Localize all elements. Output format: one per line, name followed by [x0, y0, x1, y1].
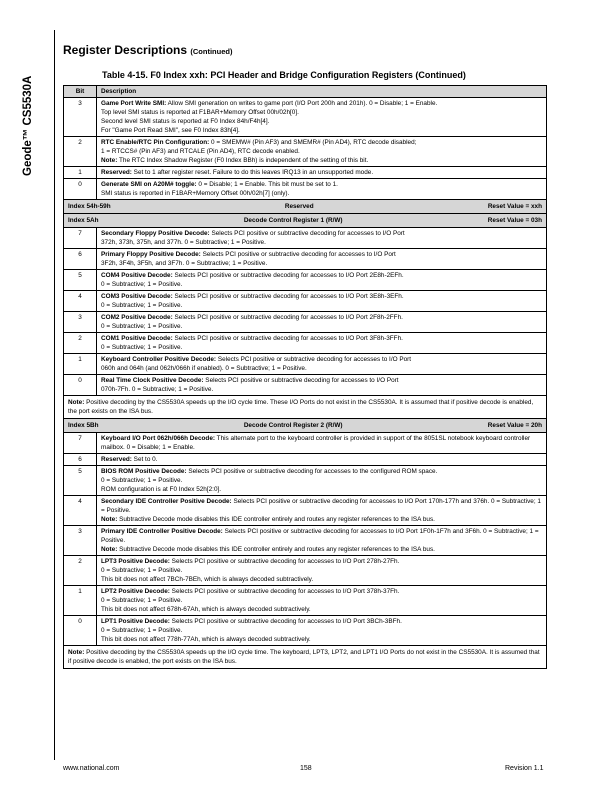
bit-row — [64, 98, 547, 137]
bit-description — [97, 616, 547, 646]
bit-number: 6 — [64, 249, 97, 270]
bit-text: Selects PCI positive or subtractive decoding for accesses to I/O Port 3E8h-3EFh. — [172, 293, 404, 300]
bit-text: Set to 0. — [131, 456, 158, 463]
bit-description — [97, 556, 547, 586]
bit-number: 2 — [64, 137, 97, 167]
bit-description — [97, 312, 547, 333]
note-text: The RTC Index Shadow Register (F0 Index BBh) is independent of the setting of this bit. — [117, 157, 369, 164]
bit-number: 1 — [64, 354, 97, 375]
note-label: Note: — [68, 649, 85, 656]
register-index: Index 5Ah — [68, 217, 99, 224]
bit-row — [64, 616, 547, 646]
bit-note — [101, 515, 542, 524]
table-note-row — [64, 646, 547, 669]
side-title-text: Geode™ CS5530A — [22, 75, 34, 176]
bit-description — [97, 526, 547, 556]
bit-row — [64, 375, 547, 396]
bit-description — [97, 375, 547, 396]
note-text: Positive decoding by the CS5530A speeds up the I/O cycle time. The keyboard, LPT3, LPT2, and LPT1 I/O Ports do not exist in the CS5530A. It is assumed that if positive decode is enabled, the port exists on the ISA bus. — [68, 649, 540, 665]
bit-description — [97, 454, 547, 466]
bit-extra-line: ROM configuration is at F0 Index 52h[2:0]. — [101, 486, 222, 493]
note-label: Note: — [68, 399, 85, 406]
bit-extra-line: 0 = Subtractive; 1 = Positive. — [101, 323, 183, 330]
bit-term: Primary Floppy Positive Decode: — [101, 251, 201, 258]
bit-term: Secondary Floppy Positive Decode: — [101, 230, 210, 237]
bit-term: Keyboard Controller Positive Decode: — [101, 356, 217, 363]
bit-number: 3 — [64, 312, 97, 333]
footer-url: www.national.com — [63, 765, 120, 772]
bit-number: 0 — [64, 179, 97, 200]
bit-extra-line: SMI status is reported in F1BAR+Memory Offset 00h/02h[7] (only). — [101, 190, 290, 197]
bit-text: Allow SMI generation on writes to game port (I/O Port 200h and 201h). 0 = Disable; 1 = Enable. — [166, 100, 438, 107]
note-label: Note: — [101, 516, 118, 523]
bit-number: 0 — [64, 616, 97, 646]
bit-row — [64, 312, 547, 333]
bit-header: Bit — [64, 86, 97, 98]
register-name: Decode Control Register 2 (R/W) — [243, 422, 343, 429]
bit-extra-line: 0 = Subtractive; 1 = Positive. — [101, 567, 183, 574]
bit-extra-line: 0 = Subtractive; 1 = Positive. — [101, 281, 183, 288]
bit-text: Selects PCI positive or subtractive decoding for accesses to I/O Port 278h-27Fh. — [169, 558, 400, 565]
bit-extra-line: 1 = RTCCS# (Pin AF3) and RTCALE (Pin AD4), RTC decode enabled. — [101, 148, 300, 155]
bit-term: Generate SMI on A20M# toggle: — [101, 181, 197, 188]
revision: Revision 1.1 — [505, 765, 544, 772]
bit-term: Reserved: — [101, 456, 132, 463]
bit-row — [64, 526, 547, 556]
bit-text: Selects PCI positive or subtractive decoding for accesses to the configured ROM space. — [186, 468, 438, 475]
bit-extra-line: 372h, 373h, 375h, and 377h. 0 = Subtractive; 1 = Positive. — [101, 239, 266, 246]
register-reset-value: Reset Value = 20h — [487, 422, 542, 429]
bit-description — [97, 496, 547, 526]
bit-term: LPT1 Positive Decode: — [101, 618, 170, 625]
bit-note — [101, 156, 542, 165]
bit-term: COM3 Positive Decode: — [101, 293, 173, 300]
bit-term: Primary IDE Controller Positive Decode: — [101, 528, 223, 535]
bit-term: COM2 Positive Decode: — [101, 314, 173, 321]
bit-text: Selects PCI positive or subtractive decoding for accesses to I/O Port — [216, 356, 412, 363]
bit-extra-line: This bit does not affect 678h-67Ah, which is always decoded subtractively. — [101, 606, 311, 613]
bit-number: 7 — [64, 228, 97, 249]
register-reset-value: Reset Value = 03h — [487, 217, 542, 224]
bit-number: 3 — [64, 98, 97, 137]
bit-number: 4 — [64, 496, 97, 526]
bit-number: 2 — [64, 333, 97, 354]
bit-extra-line: For "Game Port Read SMI", see F0 Index 83h[4]. — [101, 127, 240, 134]
table-title: Table 4-15. F0 Index xxh: PCI Header and Bridge Configuration Registers (Continued) — [102, 70, 466, 80]
bit-row — [64, 466, 547, 496]
register-index: Index 5Bh — [68, 422, 99, 429]
register-index: Index 54h-59h — [68, 203, 111, 210]
bit-description — [97, 354, 547, 375]
bit-note — [101, 545, 542, 554]
bit-number: 6 — [64, 454, 97, 466]
bit-term: Secondary IDE Controller Positive Decode: — [101, 498, 232, 505]
bit-number: 5 — [64, 466, 97, 496]
bit-term: Reserved: — [101, 169, 132, 176]
bit-extra-line: 0 = Subtractive; 1 = Positive. — [101, 477, 183, 484]
bit-extra-line: 0 = Subtractive; 1 = Positive. — [101, 344, 183, 351]
note-label: Note: — [101, 546, 118, 553]
bit-row — [64, 433, 547, 454]
bit-number: 4 — [64, 291, 97, 312]
bit-row — [64, 496, 547, 526]
bit-row — [64, 249, 547, 270]
bit-extra-line: 0 = Subtractive; 1 = Positive. — [101, 302, 183, 309]
register-index-row — [64, 419, 547, 433]
page-number: 158 — [300, 765, 312, 772]
bit-row — [64, 167, 547, 179]
table-header-row — [64, 86, 547, 98]
bit-description — [97, 179, 547, 200]
bit-extra-line: This bit does not affect 778h-77Ah, which is always decoded subtractively. — [101, 636, 311, 643]
bit-row — [64, 333, 547, 354]
bit-row — [64, 179, 547, 200]
bit-description — [97, 249, 547, 270]
bit-term: LPT3 Positive Decode: — [101, 558, 170, 565]
bit-row — [64, 586, 547, 616]
note-text: Subtractive Decode mode disables this IDE controller entirely and routes any register references to the ISA bus. — [117, 546, 435, 553]
bit-extra-line: This bit does not affect 7BCh-7BEh, which is always decoded subtractively. — [101, 576, 314, 583]
bit-text: Selects PCI positive or subtractive decoding for accesses to I/O Port — [209, 230, 405, 237]
margin-rule — [54, 30, 55, 760]
side-title — [20, 36, 42, 176]
bit-row — [64, 354, 547, 375]
bit-row — [64, 270, 547, 291]
bit-text: Selects PCI positive or subtractive decoding for accesses to I/O Port 1F0h-1F7h and 3F6h. 0 = Subtractive; 1 = Positive. — [101, 528, 539, 544]
bit-text: Selects PCI positive or subtractive decoding for accesses to I/O Port 2F8h-2FFh. — [172, 314, 403, 321]
bit-text: Selects PCI positive or subtractive decoding for accesses to I/O Port 170h-177h and 376h. 0 = Subtractive; 1 = Positive. — [101, 498, 541, 514]
bit-text: 0 = SMEMW# (Pin AF3) and SMEMR# (Pin AD4), RTC decode disabled; — [209, 139, 417, 146]
bit-text: Selects PCI positive or subtractive decoding for accesses to I/O Port 378h-37Fh. — [169, 588, 400, 595]
bit-text: 0 = Disable; 1 = Enable. This bit must be set to 1. — [196, 181, 338, 188]
register-name: Decode Control Register 1 (R/W) — [243, 217, 343, 224]
register-reset-value: Reset Value = xxh — [487, 203, 542, 210]
bit-term: Real Time Clock Positive Decode: — [101, 377, 204, 384]
bit-description — [97, 586, 547, 616]
bit-description — [97, 228, 547, 249]
bit-description — [97, 291, 547, 312]
bit-extra-line: Second level SMI status is reported at F0 Index 84h/F4h[4]. — [101, 118, 270, 125]
bit-description — [97, 137, 547, 167]
bit-text: Selects PCI positive or subtractive decoding for accesses to I/O Port 3BCh-3BFh. — [169, 618, 402, 625]
bit-description — [97, 433, 547, 454]
bit-description — [97, 270, 547, 291]
bit-extra-line: 0 = Subtractive; 1 = Positive. — [101, 597, 183, 604]
bit-description — [97, 167, 547, 179]
bit-extra-line: 0 = Subtractive; 1 = Positive. — [101, 627, 183, 634]
bit-term: LPT2 Positive Decode: — [101, 588, 170, 595]
bit-number: 7 — [64, 433, 97, 454]
bit-number: 0 — [64, 375, 97, 396]
bit-text: This alternate port to the keyboard controller is provided in support of the 8051SL notebook keyboard controller mailbox. 0 = Disable; 1 = Enable. — [101, 435, 531, 451]
bit-number: 3 — [64, 526, 97, 556]
bit-term: BIOS ROM Positive Decode: — [101, 468, 187, 475]
bit-extra-line: Top level SMI status is reported at F1BAR+Memory Offset 00h/02h[0]. — [101, 109, 299, 116]
bit-term: COM4 Positive Decode: — [101, 272, 173, 279]
bit-number: 1 — [64, 586, 97, 616]
bit-row — [64, 556, 547, 586]
bit-row — [64, 228, 547, 249]
bit-extra-line: 3F2h, 3F4h, 3F5h, and 3F7h. 0 = Subtractive; 1 = Positive. — [101, 260, 268, 267]
bit-text: Selects PCI positive or subtractive decoding for accesses to I/O Port 3F8h-3FFh. — [172, 335, 403, 342]
bit-number: 1 — [64, 167, 97, 179]
table-note-row — [64, 396, 547, 419]
bit-text: Selects PCI positive or subtractive decoding for accesses to I/O Port — [203, 377, 399, 384]
bit-term: COM1 Positive Decode: — [101, 335, 173, 342]
bit-term: RTC Enable/RTC Pin Configuration: — [101, 139, 210, 146]
description-header: Description — [97, 86, 547, 98]
bit-term: Game Port Write SMI: — [101, 100, 167, 107]
bit-description — [97, 466, 547, 496]
bit-extra-line: 060h and 064h (and 062h/066h if enabled). 0 = Subtractive; 1 = Positive. — [101, 365, 307, 372]
register-table — [63, 85, 547, 669]
bit-text: Selects PCI positive or subtractive decoding for accesses to I/O Port 2E8h-2EFh. — [172, 272, 404, 279]
register-name: Reserved — [284, 203, 314, 210]
bit-extra-line: 070h-7Fh. 0 = Subtractive; 1 = Positive. — [101, 386, 214, 393]
bit-row — [64, 137, 547, 167]
bit-description — [97, 98, 547, 137]
bit-number: 5 — [64, 270, 97, 291]
register-index-row — [64, 214, 547, 228]
note-label: Note: — [101, 157, 118, 164]
bit-number: 2 — [64, 556, 97, 586]
bit-text: Selects PCI positive or subtractive decoding for accesses to I/O Port — [200, 251, 396, 258]
bit-row — [64, 291, 547, 312]
note-text: Subtractive Decode mode disables this IDE controller entirely and routes any register references to the ISA bus. — [117, 516, 435, 523]
note-text: Positive decoding by the CS5530A speeds up the I/O cycle time. These I/O Ports do not exist in the CS5530A. It is assumed that if positive decode is enabled, the port exists on the ISA bus. — [68, 399, 534, 415]
bit-text: Set to 1 after register reset. Failure to do this leaves IRQ13 in an unsupported mode. — [131, 169, 374, 176]
section-title: Register Descriptions (Continued) — [63, 43, 233, 57]
bit-row — [64, 454, 547, 466]
register-index-row — [64, 200, 547, 214]
bit-term: Keyboard I/O Port 062h/066h Decode: — [101, 435, 216, 442]
bit-description — [97, 333, 547, 354]
